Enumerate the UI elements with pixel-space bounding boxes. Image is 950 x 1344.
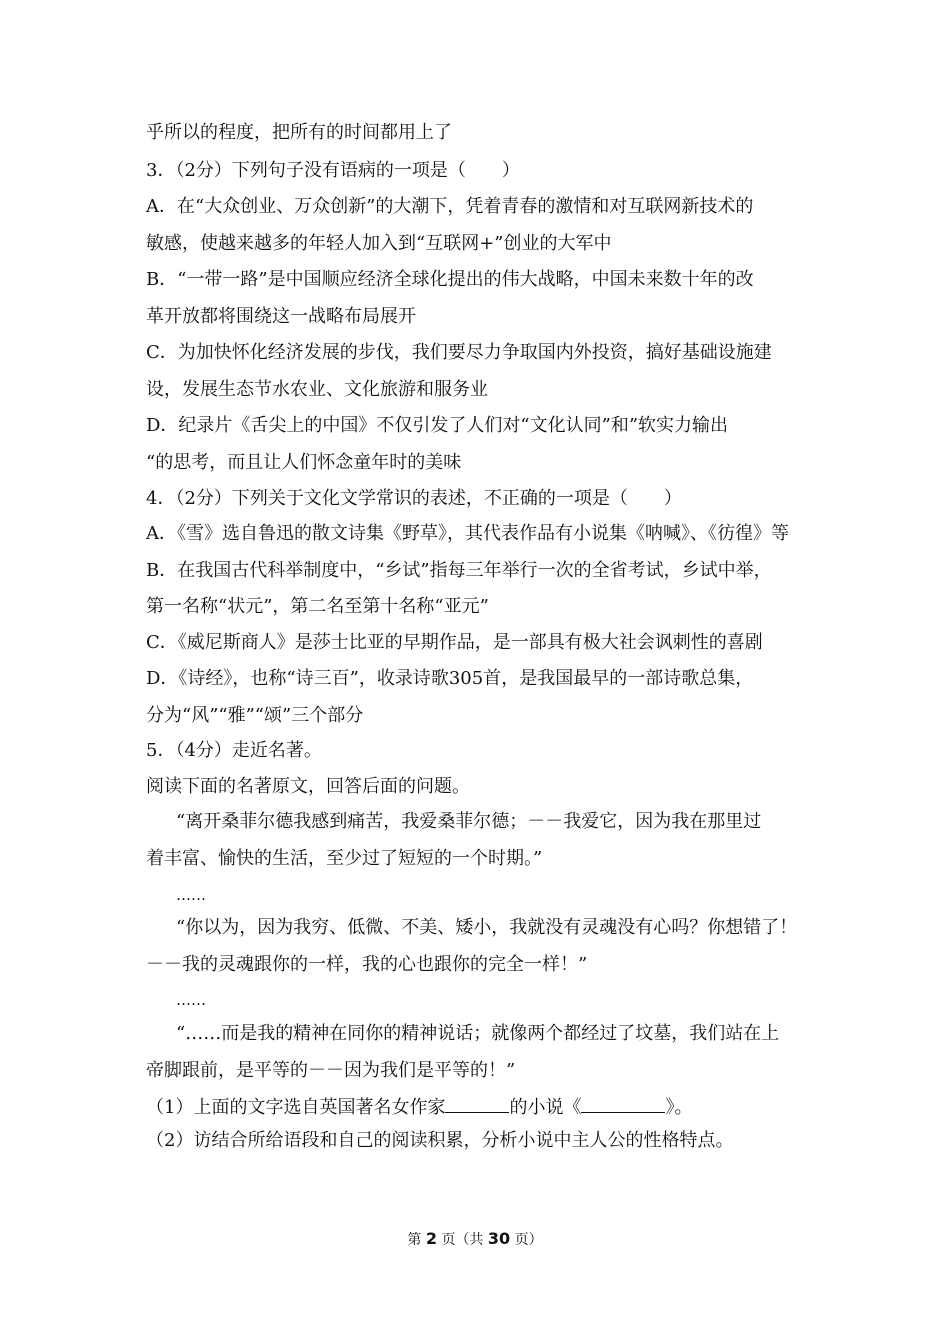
author-answer-blank[interactable] bbox=[445, 1096, 509, 1113]
ellipsis: …… bbox=[176, 991, 206, 1009]
question-3-option-c: C．为加快怀化经济发展的步伐，我们要尽力争取国内外投资，搞好基础设施建 bbox=[146, 342, 772, 363]
question-3-option-a: A．在“大众创业、万众创新”的大潮下，凭着青春的激情和对互联网新技术的 bbox=[146, 196, 754, 217]
question-4-option-c: C．《威尼斯商人》是莎士比亚的早期作品，是一部具有极大社会讽刺性的喜剧 bbox=[146, 632, 763, 653]
page-number: 2 bbox=[425, 1229, 437, 1248]
sub-question-1-middle: 的小说《 bbox=[509, 1097, 582, 1118]
quote-paragraph: “……而是我的精神在同你的精神说话；就像两个都经过了坟墓，我们站在上 bbox=[176, 1023, 780, 1044]
question-4-option-b: B．在我国古代科举制度中，“乡试”指每三年举行一次的全省考试，乡试中举， bbox=[146, 560, 772, 581]
question-3-stem: 3．（2分）下列句子没有语病的一项是（ ） bbox=[146, 160, 520, 181]
question-4-option-a: A．《雪》选自鲁迅的散文诗集《野草》，其代表作品有小说集《呐喊》、《彷徨》等 bbox=[146, 523, 789, 544]
sub-question-1-suffix: 》。 bbox=[665, 1097, 693, 1118]
question-4-option-d: D．《诗经》，也称“诗三百”，收录诗歌305首，是我国最早的一部诗歌总集， bbox=[146, 668, 754, 689]
footer-suffix: 页） bbox=[514, 1232, 543, 1248]
total-pages: 30 bbox=[487, 1229, 511, 1248]
text-line: －－我的灵魂跟你的一样，我的心也跟你的完全一样！” bbox=[146, 954, 588, 975]
quote-paragraph: “你以为，因为我穷、低微、不美、矮小，我就没有灵魂没有心吗？你想错了！ bbox=[176, 917, 798, 938]
question-4-stem: 4．（2分）下列关于文化文学常识的表述，不正确的一项是（ ） bbox=[146, 488, 682, 509]
quote-paragraph: “离开桑菲尔德我感到痛苦，我爱桑菲尔德；－－我爱它，因为我在那里过 bbox=[176, 811, 762, 832]
footer-middle: 页（共 bbox=[441, 1232, 484, 1248]
novel-title-answer-blank[interactable] bbox=[581, 1096, 665, 1113]
question-3-option-b: B．“一带一路”是中国顺应经济全球化提出的伟大战略，中国未来数十年的改 bbox=[146, 269, 754, 290]
text-line: 帝脚跟前，是平等的－－因为我们是平等的！” bbox=[146, 1060, 516, 1081]
question-3-option-d: D．纪录片《舌尖上的中国》不仅引发了人们对“文化认同”和”软实力输出 bbox=[146, 415, 729, 436]
text-line: 乎所以的程度，把所有的时间都用上了 bbox=[146, 122, 452, 143]
text-line: 敏感，使越来越多的年轻人加入到“互联网+”创业的大军中 bbox=[146, 233, 612, 254]
question-5-stem: 5．（4分）走近名著。 bbox=[146, 740, 322, 761]
text-line: 第一名称“状元”，第二名至第十名称“亚元” bbox=[146, 596, 489, 617]
instruction-text: 阅读下面的名著原文，回答后面的问题。 bbox=[146, 776, 470, 797]
text-line: “的思考，而且让人们怀念童年时的美味 bbox=[146, 452, 462, 473]
page-footer bbox=[0, 1229, 950, 1250]
sub-question-2: （2）访结合所给语段和自己的阅读积累，分析小说中主人公的性格特点。 bbox=[146, 1130, 734, 1151]
text-line: 设，发展生态节水农业、文化旅游和服务业 bbox=[146, 379, 488, 400]
text-line: 革开放都将围绕这一战略布局展开 bbox=[146, 306, 416, 327]
ellipsis: …… bbox=[176, 886, 206, 904]
text-line: 着丰富、愉快的生活，至少过了短短的一个时期。” bbox=[146, 848, 543, 869]
text-line: 分为“风”“雅”“颂”三个部分 bbox=[146, 705, 364, 726]
sub-question-1 bbox=[146, 1096, 692, 1119]
footer-prefix: 第 bbox=[407, 1232, 422, 1248]
sub-question-1-prefix: （1）上面的文字选自英国著名女作家 bbox=[146, 1097, 446, 1118]
